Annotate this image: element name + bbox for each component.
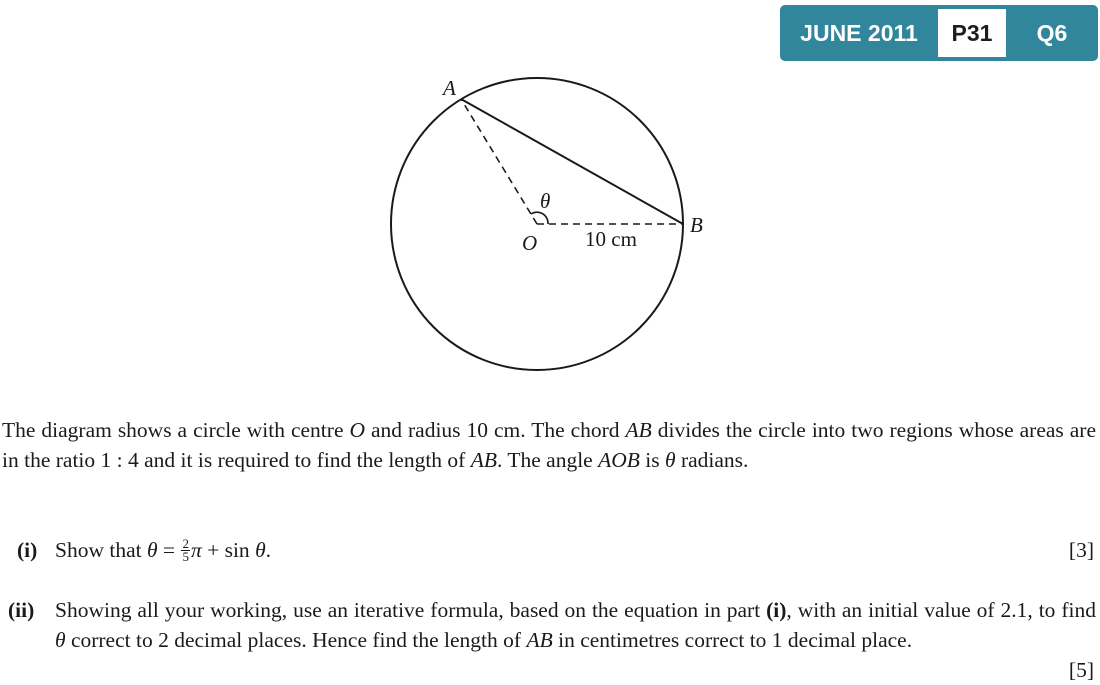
fraction-denominator: 5 — [182, 548, 189, 564]
question-intro-text — [2, 415, 1096, 475]
point-B-label: B — [690, 213, 703, 237]
intro-angle-AOB: AOB — [598, 448, 640, 472]
part-i-text-4: . — [265, 538, 271, 562]
part-i-marks: [3] — [1068, 538, 1094, 562]
part-ii-number: (ii) — [8, 598, 35, 622]
part-ii — [0, 595, 1098, 685]
point-A-label: A — [443, 76, 456, 100]
part-ii-length-AB: AB — [526, 628, 553, 652]
part-i — [0, 535, 1098, 567]
part-ii-reference: (i) — [766, 598, 787, 622]
part-ii-text-1: Showing all your working, use an iterative formula, based on the equation in part — [55, 598, 767, 622]
part-ii-text — [55, 595, 1096, 655]
intro-length-AB: AB — [470, 448, 497, 472]
part-i-text-1: Show that — [55, 538, 147, 562]
paper-number-label: P31 — [938, 9, 1006, 57]
centre-O-label: O — [522, 231, 538, 255]
exam-session-label: JUNE 2011 — [800, 20, 918, 46]
part-i-text — [55, 535, 271, 565]
intro-chord-AB: AB — [625, 418, 652, 442]
fraction-two-fifths — [181, 535, 190, 564]
part-ii-theta: θ — [55, 628, 66, 652]
intro-centre-O: O — [349, 418, 365, 442]
intro-text-6: radians. — [675, 448, 749, 472]
intro-theta: θ — [665, 448, 676, 472]
intro-text-5: is — [639, 448, 665, 472]
angle-theta-label: θ — [540, 189, 551, 213]
part-i-theta-1: θ — [146, 538, 158, 562]
part-i-pi: π — [190, 538, 202, 562]
part-i-number: (i) — [17, 538, 38, 562]
part-i-theta-2: θ — [255, 538, 266, 562]
part-i-equals: = — [157, 538, 181, 562]
question-number-label: Q6 — [1036, 20, 1068, 46]
fraction-numerator: 2 — [182, 535, 189, 551]
radius-length-label: 10 cm — [585, 227, 637, 251]
intro-text-2: and radius 10 cm. The chord — [365, 418, 626, 442]
part-ii-text-2: , with an initial value of 2.1, to find — [786, 598, 1096, 622]
intro-text-4: . The angle — [497, 448, 599, 472]
chord-AB — [461, 99, 683, 224]
part-i-text-3: + sin — [201, 538, 256, 562]
radius-OA-dashed — [461, 99, 537, 224]
part-ii-text-3: correct to 2 decimal places. Hence find the length of — [65, 628, 527, 652]
intro-text-1: The diagram shows a circle with centre — [2, 418, 350, 442]
part-ii-text-4: in centimetres correct to 1 decimal place. — [552, 628, 913, 652]
part-ii-marks: [5] — [1068, 658, 1094, 682]
intro-text-3: divides the circle into two regions whose areas are in the ratio 1 : 4 and it is required to find the length of — [2, 418, 1097, 472]
